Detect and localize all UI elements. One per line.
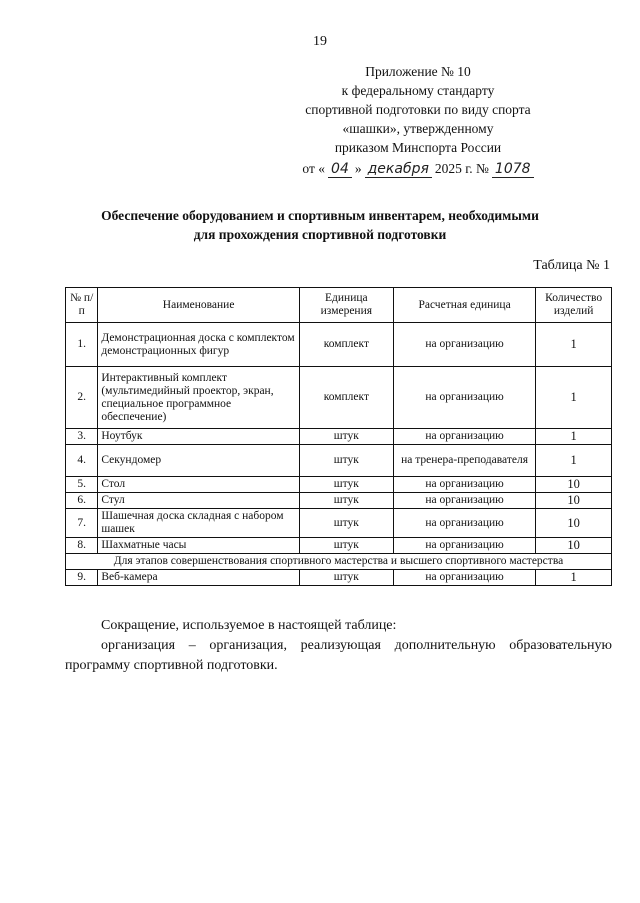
cell-qty: 1: [536, 429, 612, 445]
date-year: 2025 г. №: [434, 161, 489, 176]
table-row: [66, 509, 612, 538]
cell-unit: комплект: [299, 367, 393, 429]
date-day: 04: [328, 161, 352, 178]
cell-unit: комплект: [299, 323, 393, 367]
equipment-table: [65, 287, 612, 586]
cell-calc: на организацию: [393, 493, 536, 509]
cell-unit: штук: [299, 429, 393, 445]
cell-num: 6.: [66, 493, 98, 509]
appendix-line: к федеральному стандарту: [341, 83, 495, 98]
appendix-block: [268, 62, 568, 178]
table-row: [66, 445, 612, 477]
cell-calc: на организацию: [393, 570, 536, 586]
cell-calc: на организацию: [393, 509, 536, 538]
order-number: 1078: [492, 161, 534, 178]
table-row: [66, 429, 612, 445]
cell-name: Секундомер: [98, 445, 300, 477]
cell-calc: на организацию: [393, 538, 536, 554]
cell-unit: штук: [299, 538, 393, 554]
cell-unit: штук: [299, 493, 393, 509]
cell-calc: на тренера-преподавателя: [393, 445, 536, 477]
cell-qty: 10: [536, 477, 612, 493]
date-mid: »: [354, 161, 362, 176]
cell-name: Ноутбук: [98, 429, 300, 445]
header-unit: Единица измерения: [299, 288, 393, 323]
header-calc: Расчетная единица: [393, 288, 536, 323]
note-definition: организация – организация, реализующая дополнительную образовательную программу спортивной подготовки.: [65, 638, 612, 673]
cell-qty: 1: [536, 445, 612, 477]
appendix-title: Приложение № 10: [365, 64, 471, 79]
heading-line: для прохождения спортивной подготовки: [193, 227, 447, 242]
cell-qty: 10: [536, 493, 612, 509]
cell-qty: 1: [536, 570, 612, 586]
cell-qty: 10: [536, 538, 612, 554]
cell-num: 7.: [66, 509, 98, 538]
date-prefix: от «: [302, 161, 326, 176]
section-title: Для этапов совершенствования спортивного мастерства и высшего спортивного мастерства: [66, 554, 612, 570]
cell-num: 9.: [66, 570, 98, 586]
cell-name: Демонстрационная доска с комплектом демонстрационных фигур: [98, 323, 300, 367]
cell-unit: штук: [299, 509, 393, 538]
table-section-row: [66, 554, 612, 570]
cell-qty: 1: [536, 323, 612, 367]
cell-calc: на организацию: [393, 323, 536, 367]
appendix-line: «шашки», утвержденному: [342, 121, 494, 136]
page-number: 19: [313, 34, 327, 49]
cell-name: Интерактивный комплект (мультимедийный проектор, экран, специальное программное обеспечение): [98, 367, 300, 429]
table-row: [66, 493, 612, 509]
header-qty: Количество изделий: [536, 288, 612, 323]
header-name: Наименование: [98, 288, 300, 323]
table-label: Таблица № 1: [533, 258, 610, 273]
document-heading: [40, 206, 600, 244]
table-row: [66, 477, 612, 493]
heading-line: Обеспечение оборудованием и спортивным инвентарем, необходимыми: [101, 208, 539, 223]
cell-num: 1.: [66, 323, 98, 367]
note-intro: Сокращение, используемое в настоящей таблице:: [101, 618, 397, 633]
table-row: [66, 538, 612, 554]
cell-unit: штук: [299, 477, 393, 493]
cell-num: 5.: [66, 477, 98, 493]
cell-qty: 1: [536, 367, 612, 429]
table-row: [66, 367, 612, 429]
cell-name: Стул: [98, 493, 300, 509]
cell-name: Шашечная доска складная с набором шашек: [98, 509, 300, 538]
cell-qty: 10: [536, 509, 612, 538]
cell-calc: на организацию: [393, 367, 536, 429]
cell-num: 4.: [66, 445, 98, 477]
appendix-line: спортивной подготовки по виду спорта: [305, 102, 531, 117]
appendix-line: приказом Минспорта России: [334, 140, 502, 155]
abbreviation-note: [65, 616, 612, 676]
date-month: декабря: [365, 161, 432, 178]
header-num: № п/п: [66, 288, 98, 323]
cell-name: Стол: [98, 477, 300, 493]
cell-calc: на организацию: [393, 477, 536, 493]
cell-unit: штук: [299, 445, 393, 477]
cell-name: Шахматные часы: [98, 538, 300, 554]
cell-calc: на организацию: [393, 429, 536, 445]
table-row: [66, 323, 612, 367]
cell-unit: штук: [299, 570, 393, 586]
table-header-row: [66, 288, 612, 323]
cell-num: 3.: [66, 429, 98, 445]
order-date-line: [268, 159, 568, 178]
cell-num: 2.: [66, 367, 98, 429]
table-row: [66, 570, 612, 586]
cell-num: 8.: [66, 538, 98, 554]
cell-name: Веб-камера: [98, 570, 300, 586]
